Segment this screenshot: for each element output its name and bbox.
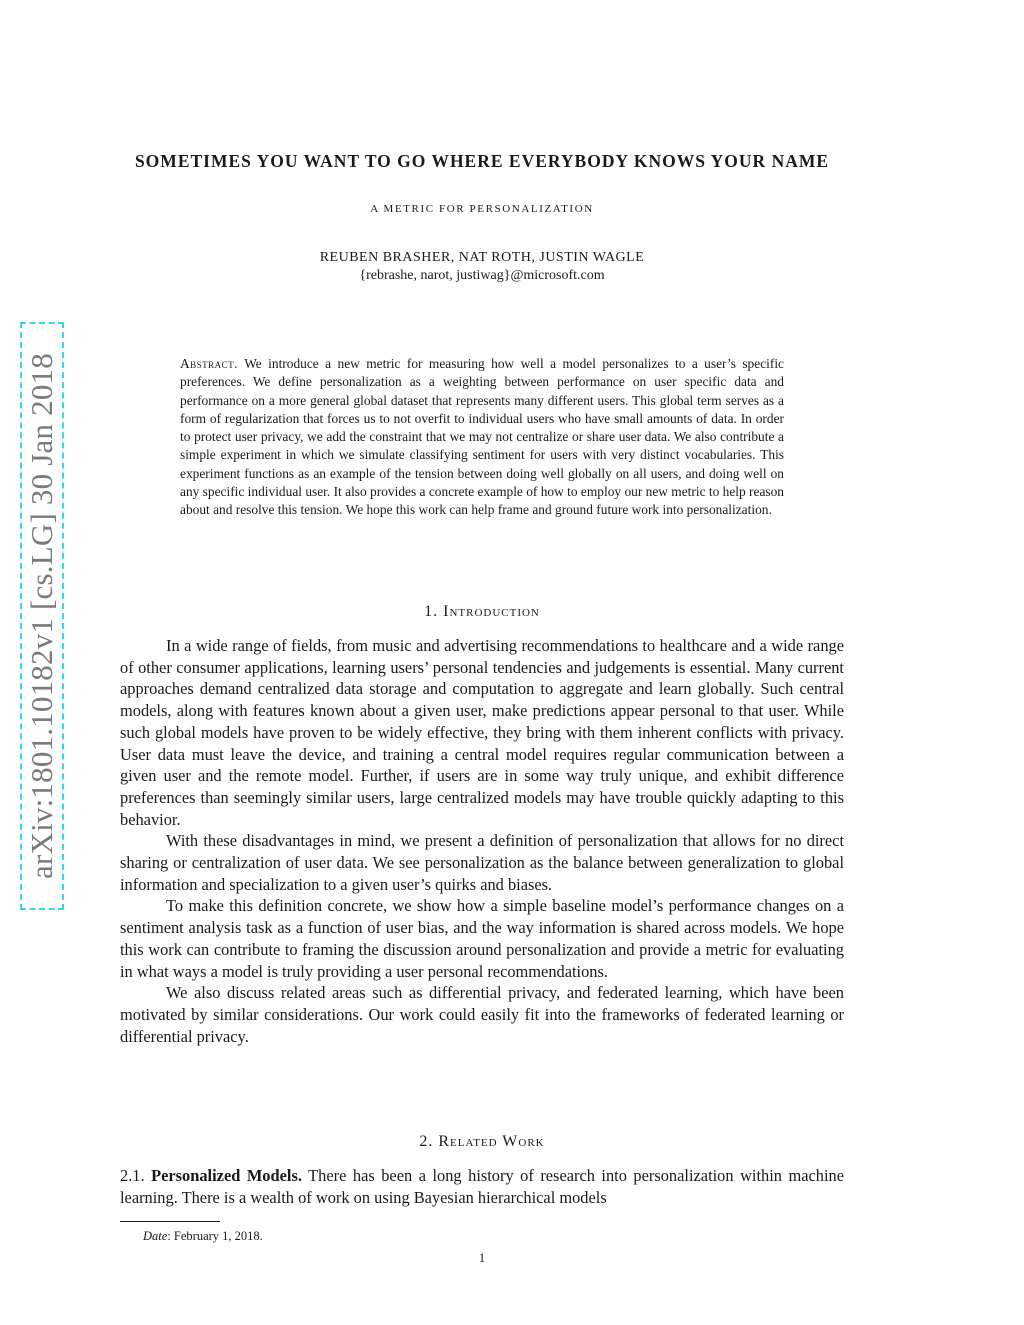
abstract-text: We introduce a new metric for measuring how well a model personalizes to a user’s specific preferences. We define personalization as a weighting between performance on user specific data and performance on a more general global dataset that represents many different users. This global term serves as a form of regularization that forces us to not overfit to individual users who have small amounts of data. In order to protect user privacy, we add the constraint that we may not centralize or share user data. We also contribute a simple experiment in which we simulate classifying sentiment for users with very distinct vocabularies. This experiment functions as an example of the tension between doing well globally on all users, and doing well on any specific individual user. It also provides a concrete example of how to employ our new metric to help reason about and resolve this tension. We hope this work can help frame and ground future work into personalization. [180, 356, 784, 518]
footnote-label: Date [143, 1229, 168, 1243]
paragraph: We also discuss related areas such as differential privacy, and federated learning, which have been motivated by similar considerations. Our work could easily fit into the frameworks of federated learning or differential privacy. [120, 983, 844, 1046]
section-title: Related Work [438, 1133, 545, 1150]
paragraph: In a wide range of fields, from music and advertising recommendations to healthcare and a wide range of other consumer applications, learning users’ personal tendencies and judgements is essential. Many current approaches demand centralized data storage and computation to aggregate and learn globally. Such central models, along with features known about a given user, make predictions appear personal to that user. While such global models have proven to be widely effective, they bring with them inherent conflicts with privacy. User data must leave the device, and training a central model requires regular communication between a given user and the remote model. Further, if users are in some way truly unique, and exhibit difference preferences than seemingly similar users, large centralized models may have trouble quickly adapting to this behavior. [120, 636, 844, 829]
page-number: 1 [478, 1251, 486, 1265]
footnote-rule [120, 1221, 220, 1222]
subsection-number: 2.1. [120, 1166, 145, 1185]
paragraph: To make this definition concrete, we show how a simple baseline model’s performance changes on a sentiment analysis task as a function of user bias, and the way information is shared across models. We hope this work can contribute to framing the discussion around personalization and provide a metric for evaluating in what ways a model is truly providing a user personal recommendations. [120, 896, 844, 981]
section-title: Introduction [443, 603, 540, 620]
abstract-label: Abstract. [180, 356, 239, 371]
subsection-title: Personalized Models. [151, 1166, 302, 1185]
author-emails: {rebrashe, narot, justiwag}@microsoft.com [359, 268, 605, 283]
arxiv-stamp [20, 322, 64, 910]
footnote-text: : February 1, 2018. [167, 1229, 263, 1243]
related-work-body [120, 1165, 844, 1208]
introduction-body [120, 635, 844, 1047]
section-heading-introduction [120, 603, 844, 621]
paragraph [120, 1165, 844, 1208]
section-number: 1. [424, 603, 439, 620]
paragraph: With these disadvantages in mind, we present a definition of personalization that allows for no direct sharing or centralization of user data. We see personalization as the balance between generalization to global information and specialization to a given user’s quirks and biases. [120, 831, 844, 894]
paper-subtitle: A METRIC FOR PERSONALIZATION [370, 203, 594, 215]
footnote [143, 1229, 263, 1244]
subsection-text: There has been a long history of research into personalization within machine learning. There is a wealth of work on using Bayesian hierarchical models [120, 1166, 844, 1207]
section-number: 2. [419, 1133, 434, 1150]
paper-title: SOMETIMES YOU WANT TO GO WHERE EVERYBODY KNOWS YOUR NAME [134, 151, 830, 171]
section-heading-related-work [120, 1133, 844, 1151]
arxiv-id: arXiv:1801.10182v1 [cs.LG] 30 Jan 2018 [24, 353, 59, 879]
author-list: REUBEN BRASHER, NAT ROTH, JUSTIN WAGLE [319, 250, 645, 265]
abstract [180, 355, 784, 520]
